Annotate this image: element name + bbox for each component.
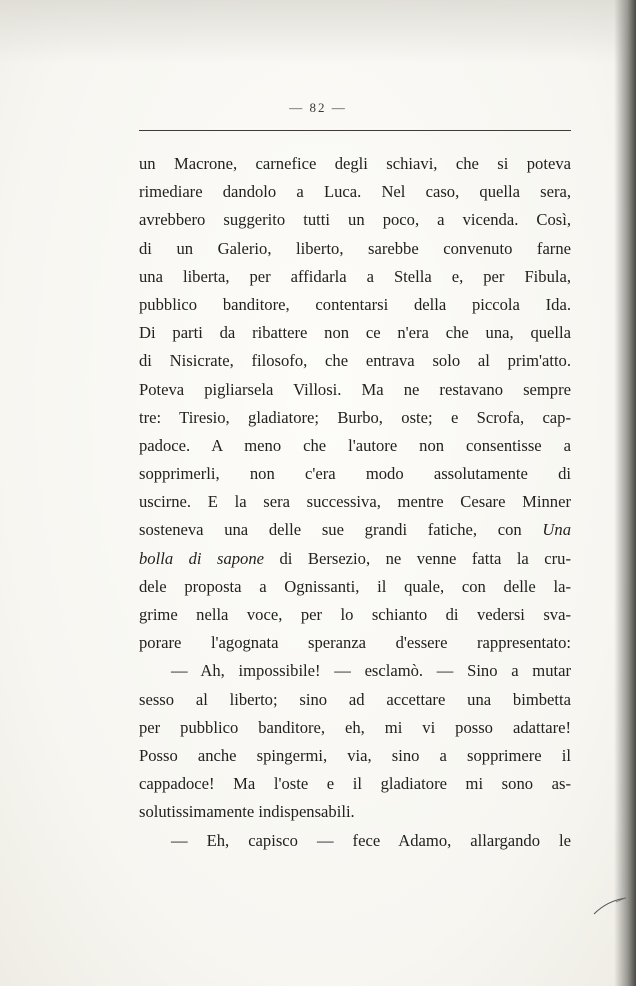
text-line-15: bolla di sapone di Bersezio, ne venne fatta la cru- bbox=[139, 548, 571, 568]
text-line-16: dele proposta a Ognissanti, il quale, con delle la- bbox=[139, 576, 571, 596]
text-line-22: Posso anche spingermi, via, sino a sopprimere il bbox=[139, 745, 571, 765]
text-line-25: — Eh, capisco — fece Adamo, allargando le bbox=[171, 830, 571, 850]
text-line-1: un Macrone, carnefice degli schiavi, che si poteva bbox=[139, 154, 571, 173]
text-line-14: sosteneva una delle sue grandi fatiche, con Una bbox=[139, 520, 571, 540]
header-rule bbox=[139, 130, 571, 131]
text-line-20: sesso al liberto; sino ad accettare una bimbetta bbox=[139, 689, 571, 709]
italic-title-part-2: bolla di sapone bbox=[139, 548, 265, 568]
page-right-shadow bbox=[614, 0, 636, 986]
text-line-9: Poteva pigliarsela Villosi. Ma ne restavano sempre bbox=[139, 379, 571, 399]
text-line-6: pubblico banditore, contentarsi della piccola Ida. bbox=[139, 294, 571, 314]
text-line-12: sopprimerli, non c'era modo assolutamente di bbox=[139, 464, 571, 484]
text-line-10: tre: Tiresio, gladiatore; Burbo, oste; e Scrofa, cap- bbox=[139, 407, 571, 427]
page-top-shadow bbox=[0, 0, 636, 64]
text-line-8: di Nisicrate, filosofo, che entrava solo al prim'atto. bbox=[139, 351, 571, 371]
text-line-18: porare l'agognata speranza d'essere rappresentato: bbox=[139, 633, 571, 653]
text-line-13: uscirne. E la sera successiva, mentre Cesare Minner bbox=[139, 492, 571, 512]
pencil-mark-icon bbox=[592, 888, 628, 918]
text-line-21: per pubblico banditore, eh, mi vi posso adattare! bbox=[139, 717, 571, 737]
text-line-2: rimediare dandolo a Luca. Nel caso, quella sera, bbox=[139, 182, 571, 202]
text-line-4: di un Galerio, liberto, sarebbe convenuto farne bbox=[139, 238, 571, 258]
text-line-3: avrebbero suggerito tutti un poco, a vicenda. Così, bbox=[139, 210, 571, 230]
text-line-5: una liberta, per affidarla a Stella e, per Fibula, bbox=[139, 266, 571, 286]
text-line-17: grime nella voce, per lo schianto di vedersi sva- bbox=[139, 605, 571, 624]
text-line-19: — Ah, impossibile! — esclamò. — Sino a mutar bbox=[171, 661, 571, 681]
text-line-11: padoce. A meno che l'autore non consentisse a bbox=[139, 435, 571, 455]
text-line-23: cappadoce! Ma l'oste e il gladiatore mi sono as- bbox=[139, 774, 571, 794]
text-line-24: solutissimamente indispensabili. bbox=[139, 802, 355, 822]
page-number: — 82 — bbox=[289, 100, 347, 115]
text-line-7: Di parti da ribattere non ce n'era che una, quella bbox=[139, 323, 571, 343]
body-text bbox=[139, 150, 571, 855]
italic-title-part-1: Una bbox=[542, 520, 571, 540]
